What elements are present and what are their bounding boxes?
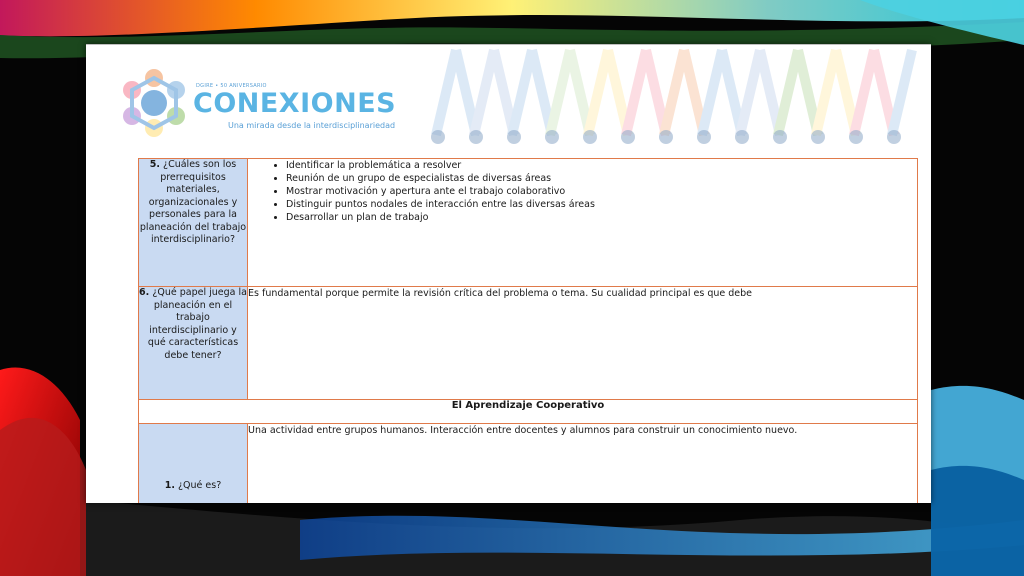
section-header-row xyxy=(139,400,918,424)
question-number: 1. xyxy=(164,479,175,491)
question-number: 6. xyxy=(139,287,150,298)
question-cell xyxy=(139,287,248,400)
brand-anniversary: DGIRE • 50 ANIVERSARIO xyxy=(196,83,267,89)
document-page xyxy=(86,44,931,503)
answer-cell[interactable] xyxy=(248,424,918,504)
answer-cell[interactable] xyxy=(248,159,918,287)
table-row xyxy=(139,287,918,400)
question-number: 5. xyxy=(149,159,160,170)
answer-text: Una actividad entre grupos humanos. Interacción entre docentes y alumnos para construir un conocimiento nuevo. xyxy=(248,425,798,436)
document-header xyxy=(86,45,931,155)
brand-name: CONEXIONES xyxy=(193,88,397,119)
planning-table xyxy=(138,158,918,503)
list-item: • Identificar la problemática a resolver xyxy=(286,159,917,172)
header-decoration xyxy=(426,45,926,155)
question-text: ¿Qué papel juega la planeación en el trabajo interdisciplinario y qué características debe tener? xyxy=(147,287,247,361)
section-title: El Aprendizaje Cooperativo xyxy=(139,400,918,424)
list-item: • Reunión de un grupo de especialistas de diversas áreas xyxy=(286,172,917,185)
question-text: ¿Cuáles son los prerrequisitos materiales, organizacionales y personales para la planeación del trabajo interdisciplinario? xyxy=(139,159,247,245)
table-row xyxy=(139,424,918,504)
question-text: ¿Qué es? xyxy=(178,479,222,491)
list-item: • Mostrar motivación y apertura ante el trabajo colaborativo xyxy=(286,185,917,198)
brand-tagline: Una mirada desde la interdisciplinariedad xyxy=(228,121,396,130)
conexiones-logo-icon xyxy=(116,62,192,142)
list-item: • Desarrollar un plan de trabajo xyxy=(286,211,917,224)
answer-cell[interactable] xyxy=(248,287,918,400)
question-cell xyxy=(139,424,248,504)
table-row xyxy=(139,159,918,287)
answer-bullet-list xyxy=(248,159,917,224)
question-cell xyxy=(139,159,248,287)
answer-text: Es fundamental porque permite la revisión crítica del problema o tema. Su cualidad principal es que debe xyxy=(248,288,753,299)
list-item: • Distinguir puntos nodales de interacción entre las diversas áreas xyxy=(286,198,917,211)
